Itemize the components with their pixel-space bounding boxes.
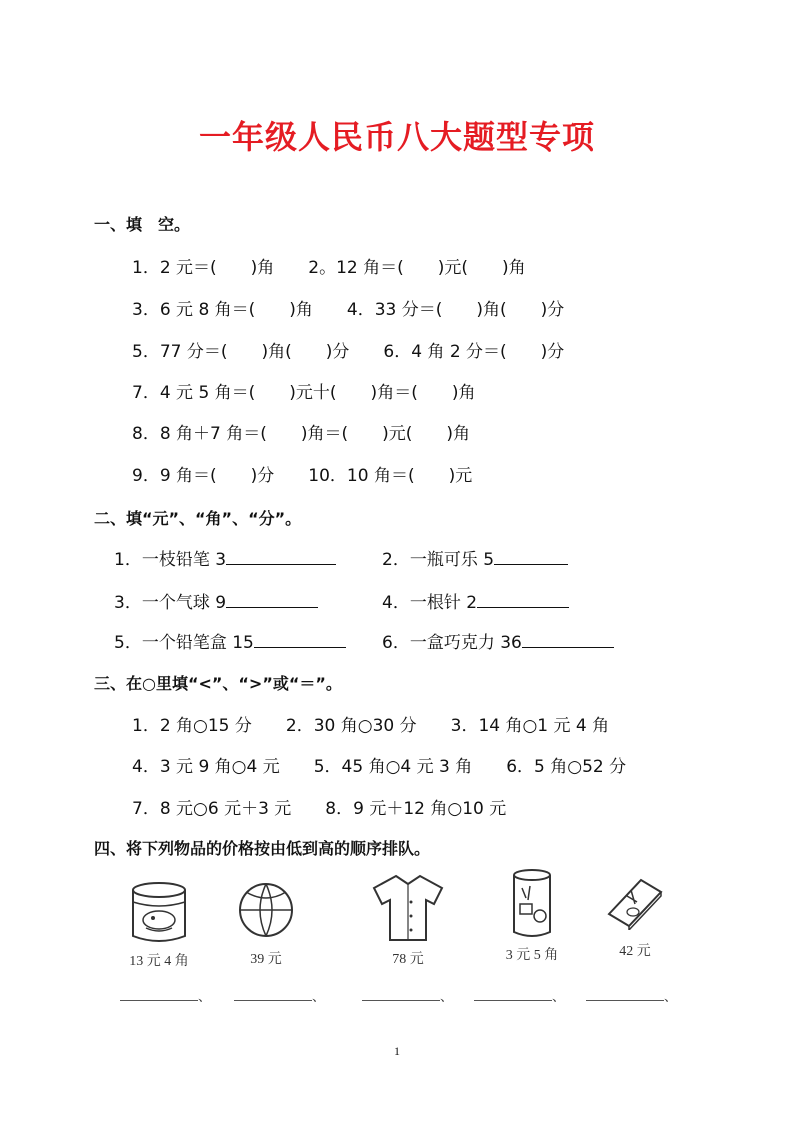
item-canned-food bbox=[114, 880, 204, 970]
order-answer-blank[interactable]: 、 bbox=[586, 986, 677, 1005]
answer-blank[interactable] bbox=[522, 629, 614, 648]
price-items-area bbox=[96, 866, 696, 1014]
answer-blank[interactable] bbox=[477, 589, 569, 608]
item-shirt bbox=[360, 872, 456, 968]
section-1-line: 5．77 分＝( )角( )分 6．4 角 2 分＝( )分 bbox=[132, 342, 565, 362]
item-babao-porridge bbox=[490, 868, 574, 964]
section-2-item: 5．一个铅笔盒 15 bbox=[114, 628, 346, 653]
answer-blank[interactable] bbox=[226, 546, 336, 565]
item-price: 3 元 5 角 bbox=[505, 948, 559, 963]
item-price: 42 元 bbox=[619, 944, 651, 959]
section-2-heading: 二、填“元”、“角”、“分”。 bbox=[94, 509, 302, 528]
section-1-line: 8．8 角＋7 角＝( )角＝( )元( )角 bbox=[132, 424, 471, 444]
section-1-line: 1．2 元＝( )角 2。12 角＝( )元( )角 bbox=[132, 258, 526, 278]
section-2-item: 2．一瓶可乐 5 bbox=[382, 545, 568, 570]
section-2-item: 4．一根针 2 bbox=[382, 588, 569, 613]
section-2-item: 1．一枝铅笔 3 bbox=[114, 545, 336, 570]
answer-blank[interactable] bbox=[226, 589, 318, 608]
medicine-box-icon bbox=[603, 874, 667, 930]
answer-blank[interactable] bbox=[494, 546, 568, 565]
section-1-heading: 一、填 空。 bbox=[94, 215, 191, 234]
order-answer-blank[interactable]: 、 bbox=[362, 986, 453, 1005]
section-3-heading: 三、在○里填“<”、“>”或“＝”。 bbox=[94, 674, 342, 693]
page-number: 1 bbox=[394, 1044, 400, 1058]
order-answer-blank[interactable]: 、 bbox=[234, 986, 325, 1005]
section-3-line: 4．3 元 9 角○4 元 5．45 角○4 元 3 角 6．5 角○52 分 bbox=[132, 757, 627, 777]
section-4-heading: 四、将下列物品的价格按由低到高的顺序排队。 bbox=[94, 839, 431, 858]
canned-food-icon bbox=[128, 880, 190, 946]
order-answer-blank[interactable]: 、 bbox=[474, 986, 565, 1005]
item-medicine-box bbox=[592, 874, 678, 960]
order-answer-blank[interactable]: 、 bbox=[120, 986, 211, 1005]
basketball-icon bbox=[236, 880, 296, 940]
babao-porridge-can-icon bbox=[510, 868, 554, 940]
section-3-line: 1．2 角○15 分 2．30 角○30 分 3．14 角○1 元 4 角 bbox=[132, 716, 610, 736]
shirt-icon bbox=[368, 872, 448, 944]
item-price: 78 元 bbox=[392, 952, 424, 967]
section-2-item: 3．一个气球 9 bbox=[114, 588, 318, 613]
section-1-line: 7．4 元 5 角＝( )元十( )角＝( )角 bbox=[132, 383, 476, 403]
answer-blank[interactable] bbox=[254, 629, 346, 648]
section-3-line: 7．8 元○6 元＋3 元 8．9 元＋12 角○10 元 bbox=[132, 799, 507, 819]
section-1-line: 3．6 元 8 角＝( )角 4．33 分＝( )角( )分 bbox=[132, 300, 565, 320]
item-price: 39 元 bbox=[250, 952, 282, 967]
section-2-item: 6．一盒巧克力 36 bbox=[382, 628, 614, 653]
item-basketball bbox=[226, 880, 306, 968]
section-1-line: 9．9 角＝( )分 10．10 角＝( )元 bbox=[132, 466, 473, 486]
page-title: 一年级人民币八大题型专项 bbox=[198, 118, 595, 156]
item-price: 13 元 4 角 bbox=[129, 954, 189, 969]
